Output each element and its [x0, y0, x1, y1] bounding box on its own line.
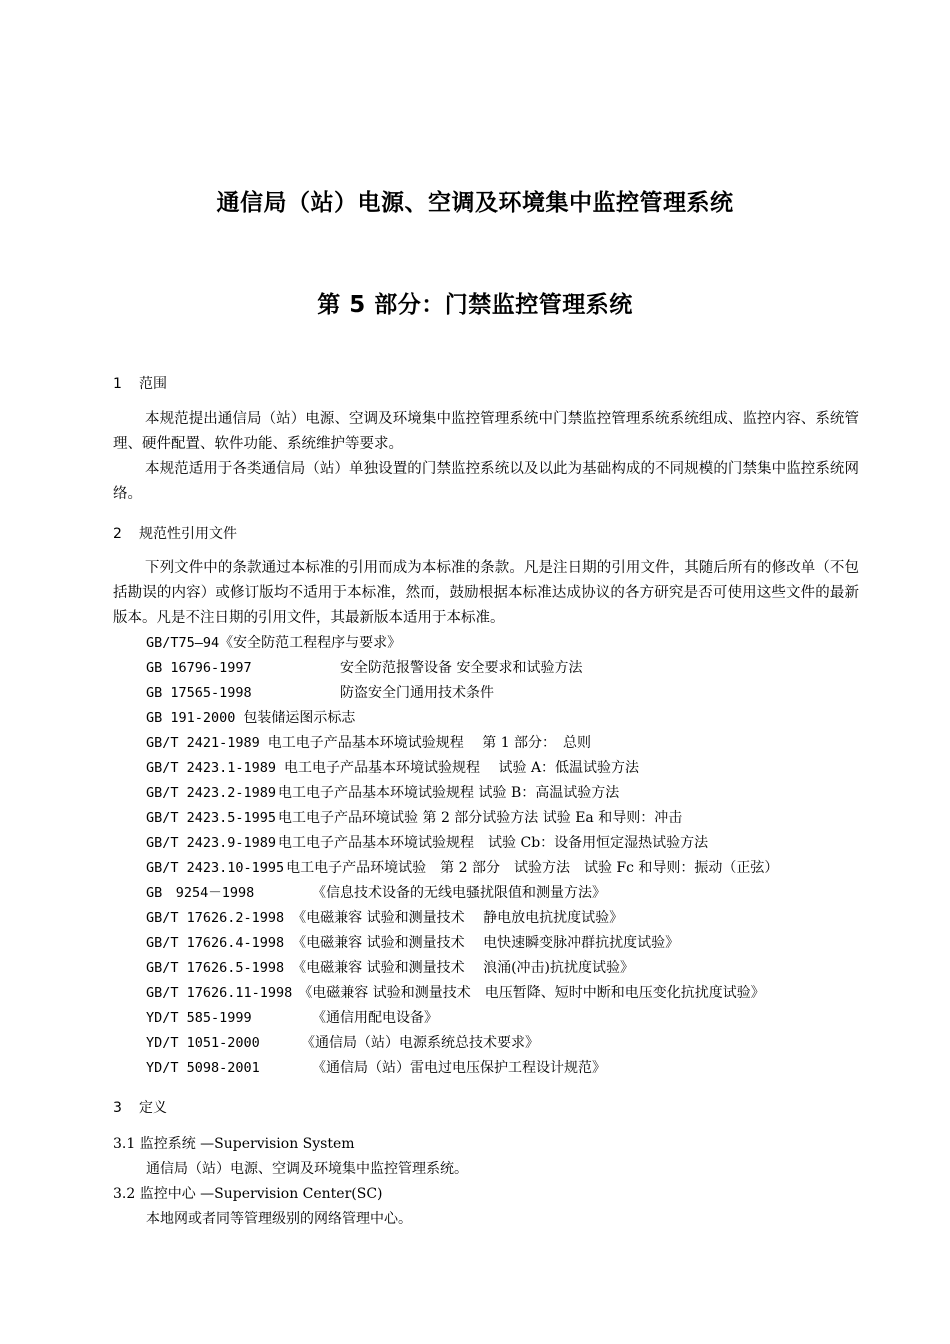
reference-title: 防盗安全门通用技术条件: [340, 685, 494, 701]
reference-code: GB/T 2423.10-1995: [146, 860, 285, 876]
reference-title: 《通信局（站）电源系统总技术要求》: [301, 1035, 539, 1051]
reference-code: GB/T75—94: [146, 635, 220, 651]
section-1-heading: [113, 373, 167, 393]
reference-item: [146, 683, 494, 703]
reference-title: 电工电子产品环境试验 第 2 部分试验方法 试验 Ea 和导则：冲击: [278, 810, 683, 826]
reference-title: 电工电子产品基本环境试验规程 第 1 部分： 总则: [267, 735, 592, 751]
reference-title: 《电磁兼容 试验和测量技术 静电放电抗扰度试验》: [292, 910, 624, 926]
reference-title: 《通信局（站）雷电过电压保护工程设计规范》: [312, 1060, 606, 1076]
reference-code: GB 191-2000: [146, 710, 236, 726]
reference-title: 《信息技术设备的无线电骚扰限值和测量方法》: [312, 885, 606, 901]
reference-code: YD/T 1051-2000: [146, 1035, 260, 1051]
reference-item: [146, 958, 634, 978]
reference-title: 《通信用配电设备》: [312, 1010, 438, 1026]
reference-code: GB/T 17626.4-1998: [146, 935, 285, 951]
reference-title: 电工电子产品环境试验 第 2 部分 试验方法 试验 Fc 和导则：振动（正弦）: [286, 860, 779, 876]
reference-title: 电工电子产品基本环境试验规程 试验 Cb：设备用恒定湿热试验方法: [278, 835, 709, 851]
reference-item: [146, 633, 401, 653]
section-title: 范围: [139, 376, 167, 392]
section-1-paragraph-1: 本规范提出通信局（站）电源、空调及环境集中监控管理系统中门禁监控管理系统系统组成、监控内容、系统管理、硬件配置、软件功能、系统维护等要求。: [113, 411, 859, 452]
reference-item: [146, 783, 619, 803]
reference-item: [146, 908, 623, 928]
reference-item: [146, 733, 591, 753]
reference-title: 《电磁兼容 试验和测量技术 电快速瞬变脉冲群抗扰度试验》: [292, 935, 680, 951]
reference-item: [146, 1008, 438, 1028]
reference-code: GB/T 2423.1-1989: [146, 760, 277, 776]
reference-title: 《电磁兼容 试验和测量技术 电压暂降、短时中断和电压变化抗扰度试验》: [298, 985, 765, 1001]
reference-item: [146, 858, 778, 878]
reference-code: GB/T 2423.9-1989: [146, 835, 277, 851]
reference-item: [146, 708, 355, 728]
reference-item: [146, 1033, 539, 1053]
reference-code: GB 16796-1997: [146, 660, 252, 676]
reference-item: [146, 933, 679, 953]
section-3-heading: [113, 1097, 167, 1117]
definition-3-1-term: 3.1 监控系统 —Supervision System: [113, 1136, 355, 1152]
reference-code: GB 9254－1998: [146, 885, 255, 901]
reference-item: [146, 1058, 606, 1078]
reference-title: 电工电子产品基本环境试验规程 试验 B：高温试验方法: [278, 785, 620, 801]
reference-item: [146, 658, 582, 678]
reference-title: 电工电子产品基本环境试验规程 试验 A：低温试验方法: [284, 760, 640, 776]
reference-code: GB/T 17626.2-1998: [146, 910, 285, 926]
section-2-paragraph-1: 下列文件中的条款通过本标准的引用而成为本标准的条款。凡是注日期的引用文件，其随后所有的修改单（不包括勘误的内容）或修订版均不适用于本标准，然而，鼓励根据本标准达成协议的各方研究是否可使用这些文件的最新版本。凡是不注日期的引用文件，其最新版本适用于本标准。: [113, 560, 859, 626]
reference-title: 安全防范报警设备 安全要求和试验方法: [340, 660, 583, 676]
reference-item: [146, 808, 682, 828]
reference-code: GB/T 17626.11-1998: [146, 985, 293, 1001]
section-number: 3: [113, 1100, 122, 1116]
section-number: 1: [113, 376, 122, 392]
section-1-paragraph-2: 本规范适用于各类通信局（站）单独设置的门禁监控系统以及以此为基础构成的不同规模的门禁集中监控系统网络。: [113, 461, 859, 502]
reference-code: GB 17565-1998: [146, 685, 252, 701]
reference-item: [146, 983, 765, 1003]
definition-3-2-term: 3.2 监控中心 —Supervision Center(SC): [113, 1186, 383, 1202]
reference-code: YD/T 5098-2001: [146, 1060, 260, 1076]
section-number: 2: [113, 526, 122, 542]
reference-code: GB/T 17626.5-1998: [146, 960, 285, 976]
document-subtitle: 第 5 部分：门禁监控管理系统: [317, 292, 633, 318]
reference-title: 包装储运图示标志: [243, 710, 356, 726]
section-2-heading: [113, 523, 237, 543]
section-title: 规范性引用文件: [139, 526, 237, 542]
reference-code: YD/T 585-1999: [146, 1010, 252, 1026]
reference-item: [146, 758, 639, 778]
definition-3-1-text: 通信局（站）电源、空调及环境集中监控管理系统。: [146, 1161, 468, 1177]
reference-title: 《电磁兼容 试验和测量技术 浪涌(冲击)抗扰度试验》: [292, 960, 634, 976]
reference-item: [146, 883, 606, 903]
definition-3-2-text: 本地网或者同等管理级别的网络管理中心。: [146, 1211, 412, 1227]
reference-code: GB/T 2423.5-1995: [146, 810, 277, 826]
document-title: 通信局（站）电源、空调及环境集中监控管理系统: [216, 190, 734, 216]
reference-code: GB/T 2423.2-1989: [146, 785, 277, 801]
reference-item: [146, 833, 708, 853]
reference-title: 《安全防范工程程序与要求》: [219, 635, 402, 651]
reference-code: GB/T 2421-1989: [146, 735, 260, 751]
section-title: 定义: [139, 1100, 167, 1116]
